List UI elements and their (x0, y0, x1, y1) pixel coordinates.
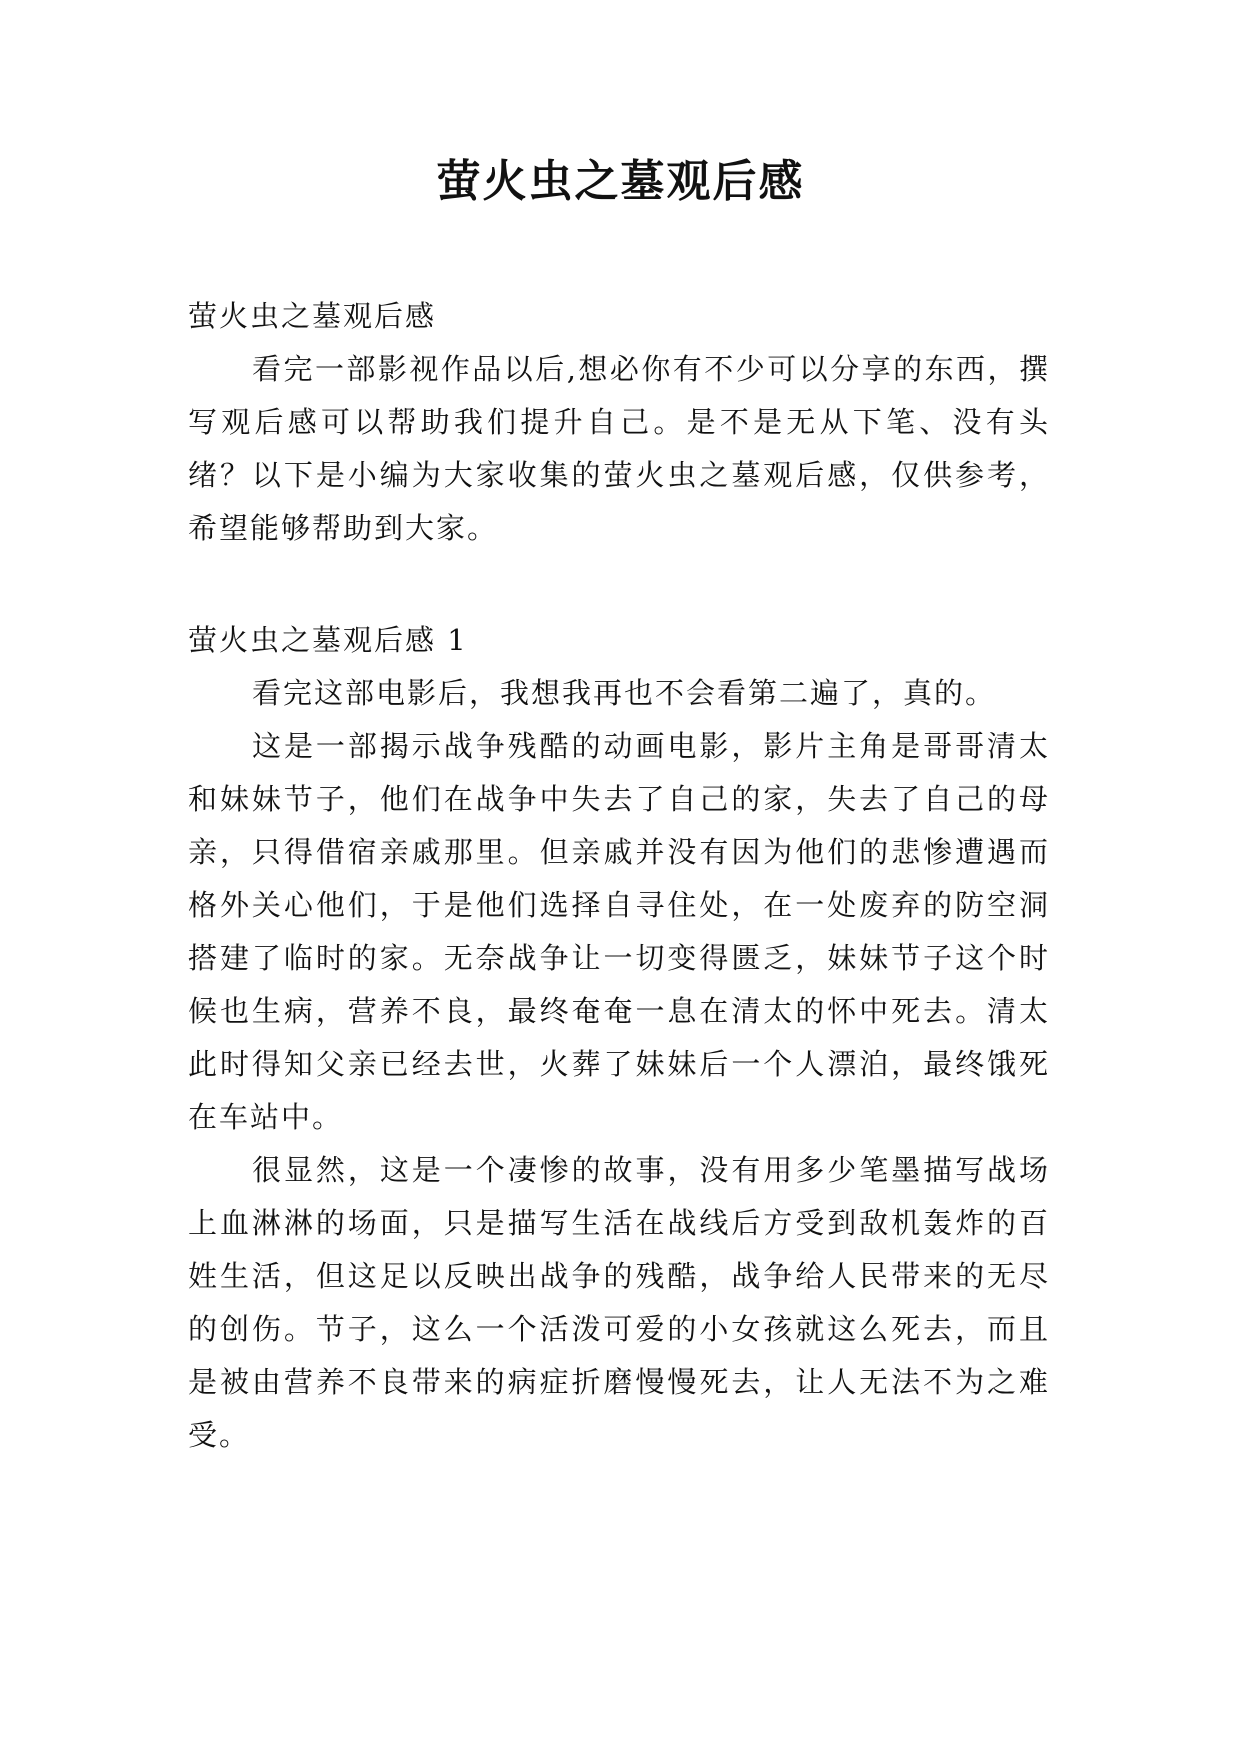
document-subtitle: 萤火虫之墓观后感 (188, 299, 437, 333)
intro-paragraph: 看完一部影视作品以后,想必你有不少可以分享的东西，撰写观后感可以帮助我们提升自己。是不是无从下笔、没有头绪？以下是小编为大家收集的萤火虫之墓观后感，仅供参考，希望能够帮助到大家。 (188, 352, 1050, 545)
document-title: 萤火虫之墓观后感 (436, 156, 805, 207)
body-paragraph: 很显然，这是一个凄惨的故事，没有用多少笔墨描写战场上血淋淋的场面，只是描写生活在战线后方受到敌机轰炸的百姓生活，但这足以反映出战争的残酷，战争给人民带来的无尽的创伤。节子，这么一个活泼可爱的小女孩就这么死去，而且是被由营养不良带来的病症折磨慢慢死去，让人无法不为之难受。 (188, 1153, 1050, 1452)
section-heading: 萤火虫之墓观后感 1 (188, 623, 468, 657)
body-paragraph: 这是一部揭示战争残酷的动画电影，影片主角是哥哥清太和妹妹节子，他们在战争中失去了自己的家，失去了自己的母亲，只得借宿亲戚那里。但亲戚并没有因为他们的悲惨遭遇而格外关心他们，于是他们选择自寻住处，在一处废弃的防空洞搭建了临时的家。无奈战争让一切变得匮乏，妹妹节子这个时候也生病，营养不良，最终奄奄一息在清太的怀中死去。清太此时得知父亲已经去世，火葬了妹妹后一个人漂泊，最终饿死在车站中。 (188, 729, 1050, 1134)
section-spacer (188, 555, 1050, 614)
document-body (188, 290, 1050, 1462)
body-paragraph: 看完这部电影后，我想我再也不会看第二遍了，真的。 (252, 676, 997, 710)
